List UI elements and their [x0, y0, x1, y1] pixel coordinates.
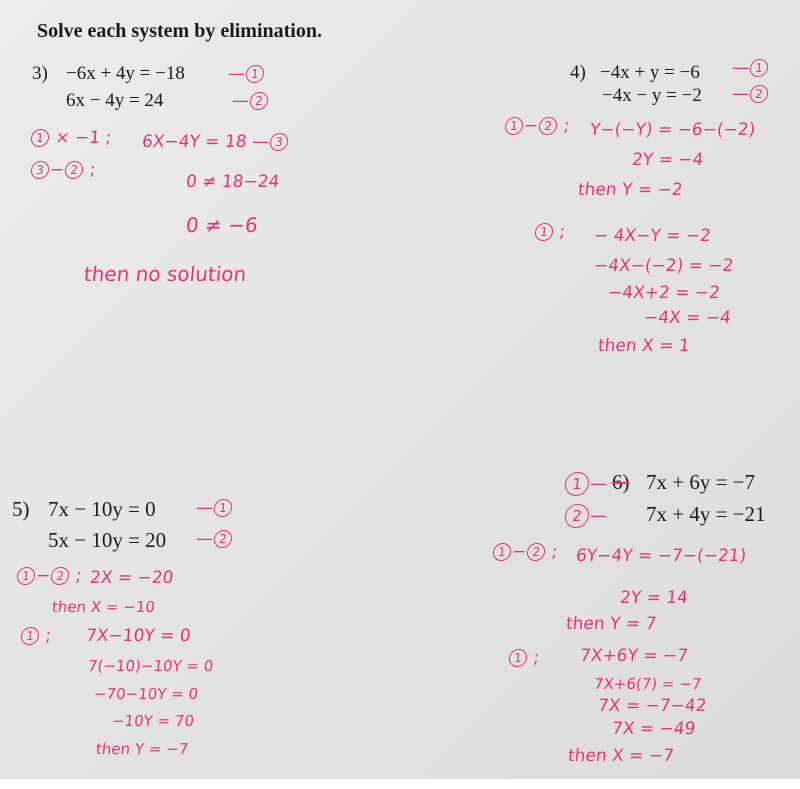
p5-eq2-tag: — 2 [195, 529, 234, 549]
p4-line6: −4X+2 = −2 [606, 283, 721, 303]
problem-6-number: 6) [612, 470, 630, 494]
problem-5-number: 5) [12, 497, 30, 521]
p6-line8: then X = −7 [566, 746, 675, 766]
p5-eq1-tag: — 1 [195, 498, 234, 518]
problem-3-equation-1: −6x + 4y = −18 [66, 63, 185, 84]
problem-4-equation-2: −4x − y = −2 [602, 85, 702, 106]
problem-5-equation-2: 5x − 10y = 20 [48, 528, 167, 552]
p3-conclusion: then no solution [82, 262, 248, 286]
p6-eq2-tag: 2 — [563, 504, 609, 528]
p4-eq1-tag: — 1 [731, 58, 770, 78]
problem-6-equation-1: 7x + 6y = −7 [646, 470, 756, 494]
p4-line7: −4X = −4 [642, 308, 732, 328]
p4-line5: −4X−(−2) = −2 [592, 256, 735, 276]
p4-step1-label: 1 − 2 ; [503, 116, 570, 136]
p6-eq1-tag: 1 — [563, 472, 609, 496]
p5-step2-label: 1 ; [19, 626, 52, 646]
p6-line5: 7X+6(7) = −7 [593, 675, 703, 693]
p4-eq2-tag: — 2 [731, 84, 770, 104]
p5-line2: then X = −10 [51, 598, 156, 616]
p4-line4: − 4X−Y = −2 [592, 226, 712, 246]
p4-step1-equation: Y−(−Y) = −6−(−2) [588, 120, 757, 140]
p6-line4: 7X+6Y = −7 [578, 646, 690, 666]
p5-line4: 7(−10)−10Y = 0 [87, 657, 215, 675]
problem-3-number: 3) [32, 63, 48, 84]
p6-line3: then Y = 7 [564, 614, 658, 634]
p6-step1-label: 1 − 2 ; [491, 542, 558, 562]
p4-step2-label: 1 ; [533, 222, 566, 242]
p6-line6: 7X = −7−42 [596, 696, 708, 716]
p6-line7: 7X = −49 [610, 719, 697, 739]
p5-line1: 2X = −20 [88, 568, 175, 588]
p4-line3: then Y = −2 [576, 180, 684, 200]
problem-5-equation-1: 7x − 10y = 0 [48, 497, 156, 521]
worksheet-title: Solve each system by elimination. [37, 20, 322, 42]
p5-line6: −10Y = 70 [111, 712, 195, 730]
p6-line2: 2Y = 14 [618, 588, 689, 608]
problem-6-equation-2: 7x + 4y = −21 [646, 502, 766, 526]
p3-eq2-tag: — 2 [231, 91, 270, 111]
problem-4-number: 4) [570, 62, 586, 83]
p5-line5: −70−10Y = 0 [93, 685, 200, 703]
p5-line3: 7X−10Y = 0 [84, 626, 192, 646]
p3-step2-equation: 0 ≠ 18−24 [184, 172, 281, 192]
p3-eq1-tag: — 1 [227, 64, 266, 84]
p5-line7: then Y = −7 [95, 740, 190, 758]
p4-line8: then X = 1 [596, 336, 691, 356]
p3-step1-equation: 6X−4Y = 18 — 3 [141, 132, 290, 152]
bottom-margin [0, 779, 800, 789]
p3-step2-label: 3 − 2 ; [29, 160, 96, 180]
problem-4-equation-1: −4x + y = −6 [600, 62, 700, 83]
problem-3-equation-2: 6x − 4y = 24 [66, 90, 164, 111]
p3-step1-label: 1 × −1 ; [29, 128, 112, 148]
p3-step3: 0 ≠ −6 [184, 213, 259, 237]
p6-step2-label: 1 ; [507, 648, 540, 668]
p4-line2: 2Y = −4 [630, 150, 705, 170]
p5-step1-label: 1 − 2 ; [15, 566, 82, 586]
p6-line1: 6Y−4Y = −7−(−21) [574, 546, 748, 566]
